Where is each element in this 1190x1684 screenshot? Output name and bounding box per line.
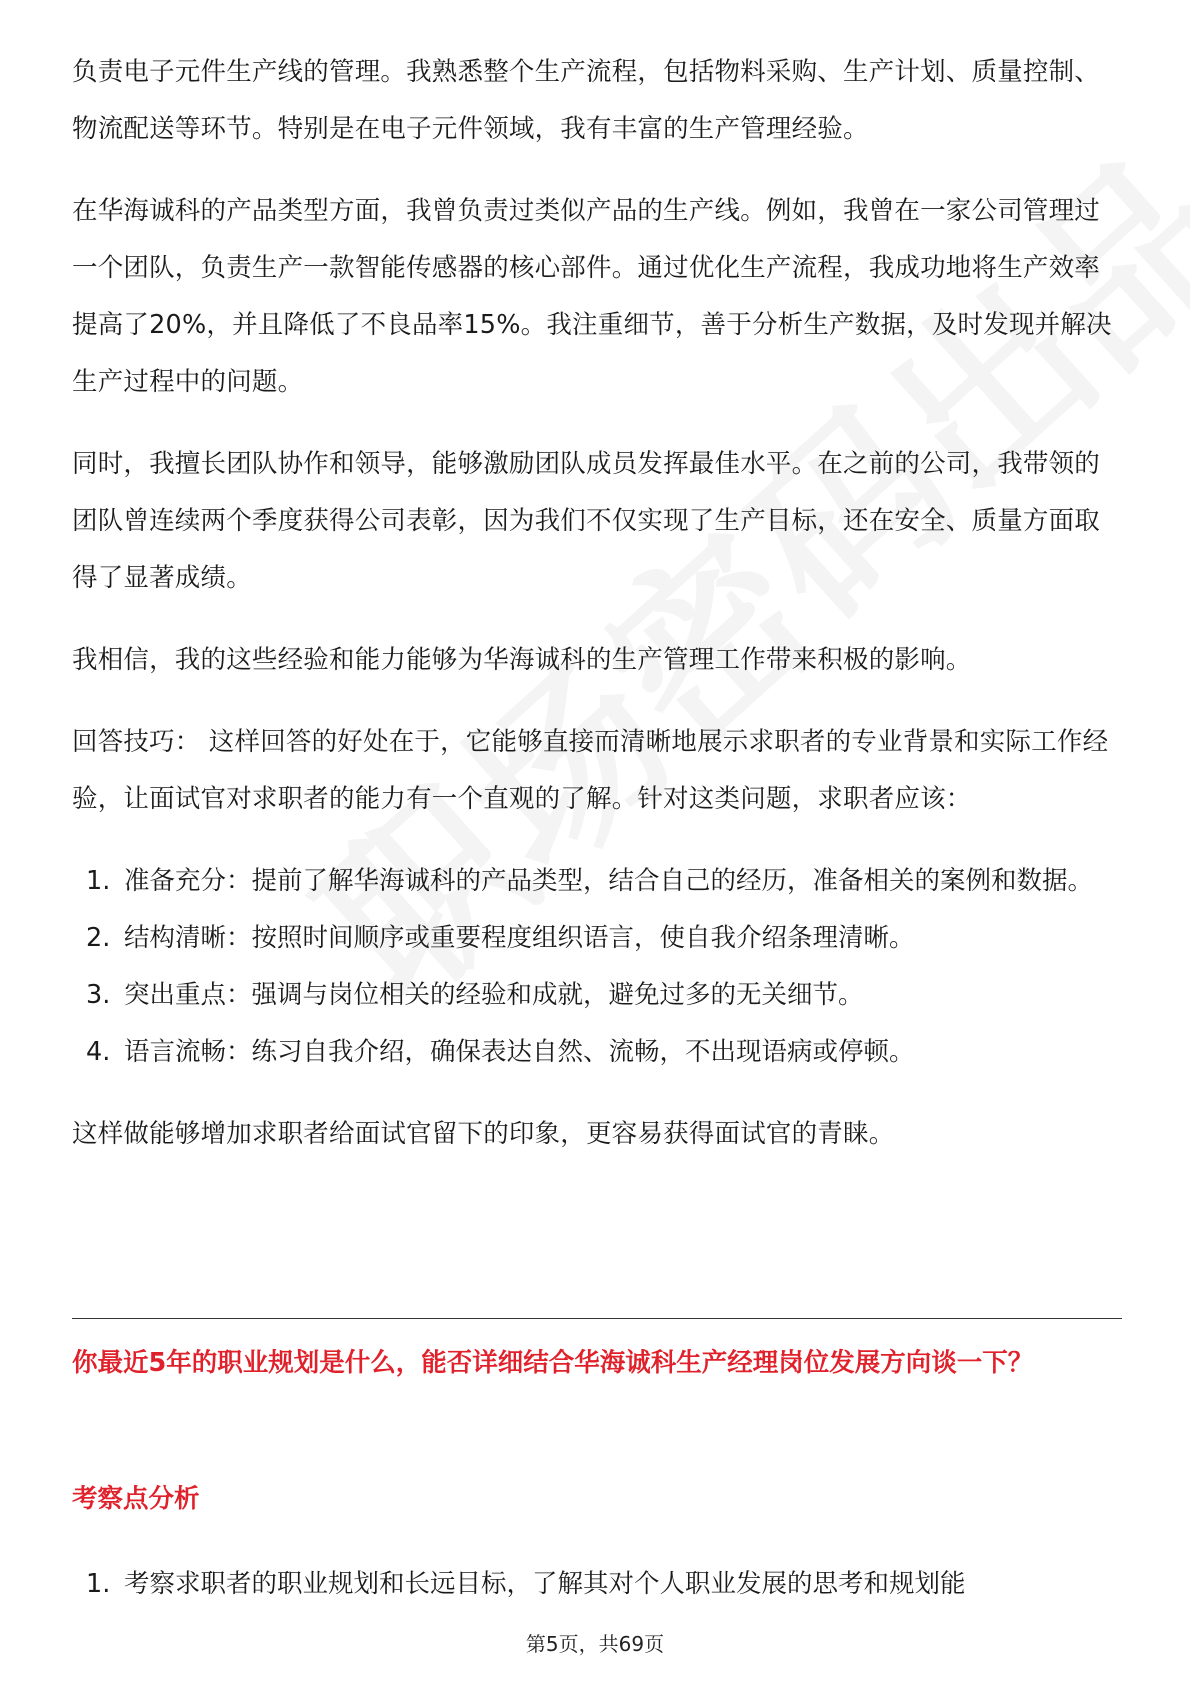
closing-paragraph: 这样做能够增加求职者给面试官留下的印象，更容易获得面试官的青睐。 <box>72 1119 895 1149</box>
answer-tips-paragraph: 回答技巧： 这样回答的好处在于，它能够直接而清晰地展示求职者的专业背景和实际工作经验，让面试官对求职者的能力有一个直观的了解。针对这类问题，求职者应该： <box>72 727 1109 814</box>
section-divider <box>72 1318 1122 1319</box>
page-number: 第5页，共69页 <box>525 1632 665 1656</box>
list-item: 1. 考察求职者的职业规划和长远目标，了解其对个人职业发展的思考和规划能 <box>86 1569 966 1599</box>
paragraph-2: 在华海诚科的产品类型方面，我曾负责过类似产品的生产线。例如，我曾在一家公司管理过一个团队，负责生产一款智能传感器的核心部件。通过优化生产流程，我成功地将生产效率提高了20%，并且降低了不良品率15%。我注重细节，善于分析生产数据，及时发现并解决生产过程中的问题。 <box>72 196 1112 397</box>
analysis-list <box>72 1556 1122 1613</box>
paragraph-1: 负责电子元件生产线的管理。我熟悉整个生产流程，包括物料采购、生产计划、质量控制、物流配送等环节。特别是在电子元件领域，我有丰富的生产管理经验。 <box>72 57 1101 144</box>
list-item: 4. 语言流畅：练习自我介绍，确保表达自然、流畅，不出现语病或停顿。 <box>86 1037 915 1067</box>
list-item: 2. 结构清晰：按照时间顺序或重要程度组织语言，使自我介绍条理清晰。 <box>86 923 915 953</box>
paragraph-3: 同时，我擅长团队协作和领导，能够激励团队成员发挥最佳水平。在之前的公司，我带领的团队曾连续两个季度获得公司表彰，因为我们不仅实现了生产目标，还在安全、质量方面取得了显著成绩。 <box>72 449 1101 593</box>
tips-list <box>72 853 1122 1081</box>
section-title: 考察点分析 <box>72 1484 200 1514</box>
answer-body <box>72 44 1122 1163</box>
list-item: 1. 准备充分：提前了解华海诚科的产品类型，结合自己的经历，准备相关的案例和数据。 <box>86 866 1094 896</box>
list-item: 3. 突出重点：强调与岗位相关的经验和成就，避免过多的无关细节。 <box>86 980 864 1010</box>
question-heading: 你最近5年的职业规划是什么，能否详细结合华海诚科生产经理岗位发展方向谈一下？ <box>72 1348 1034 1378</box>
paragraph-4: 我相信，我的这些经验和能力能够为华海诚科的生产管理工作带来积极的影响。 <box>72 645 972 675</box>
